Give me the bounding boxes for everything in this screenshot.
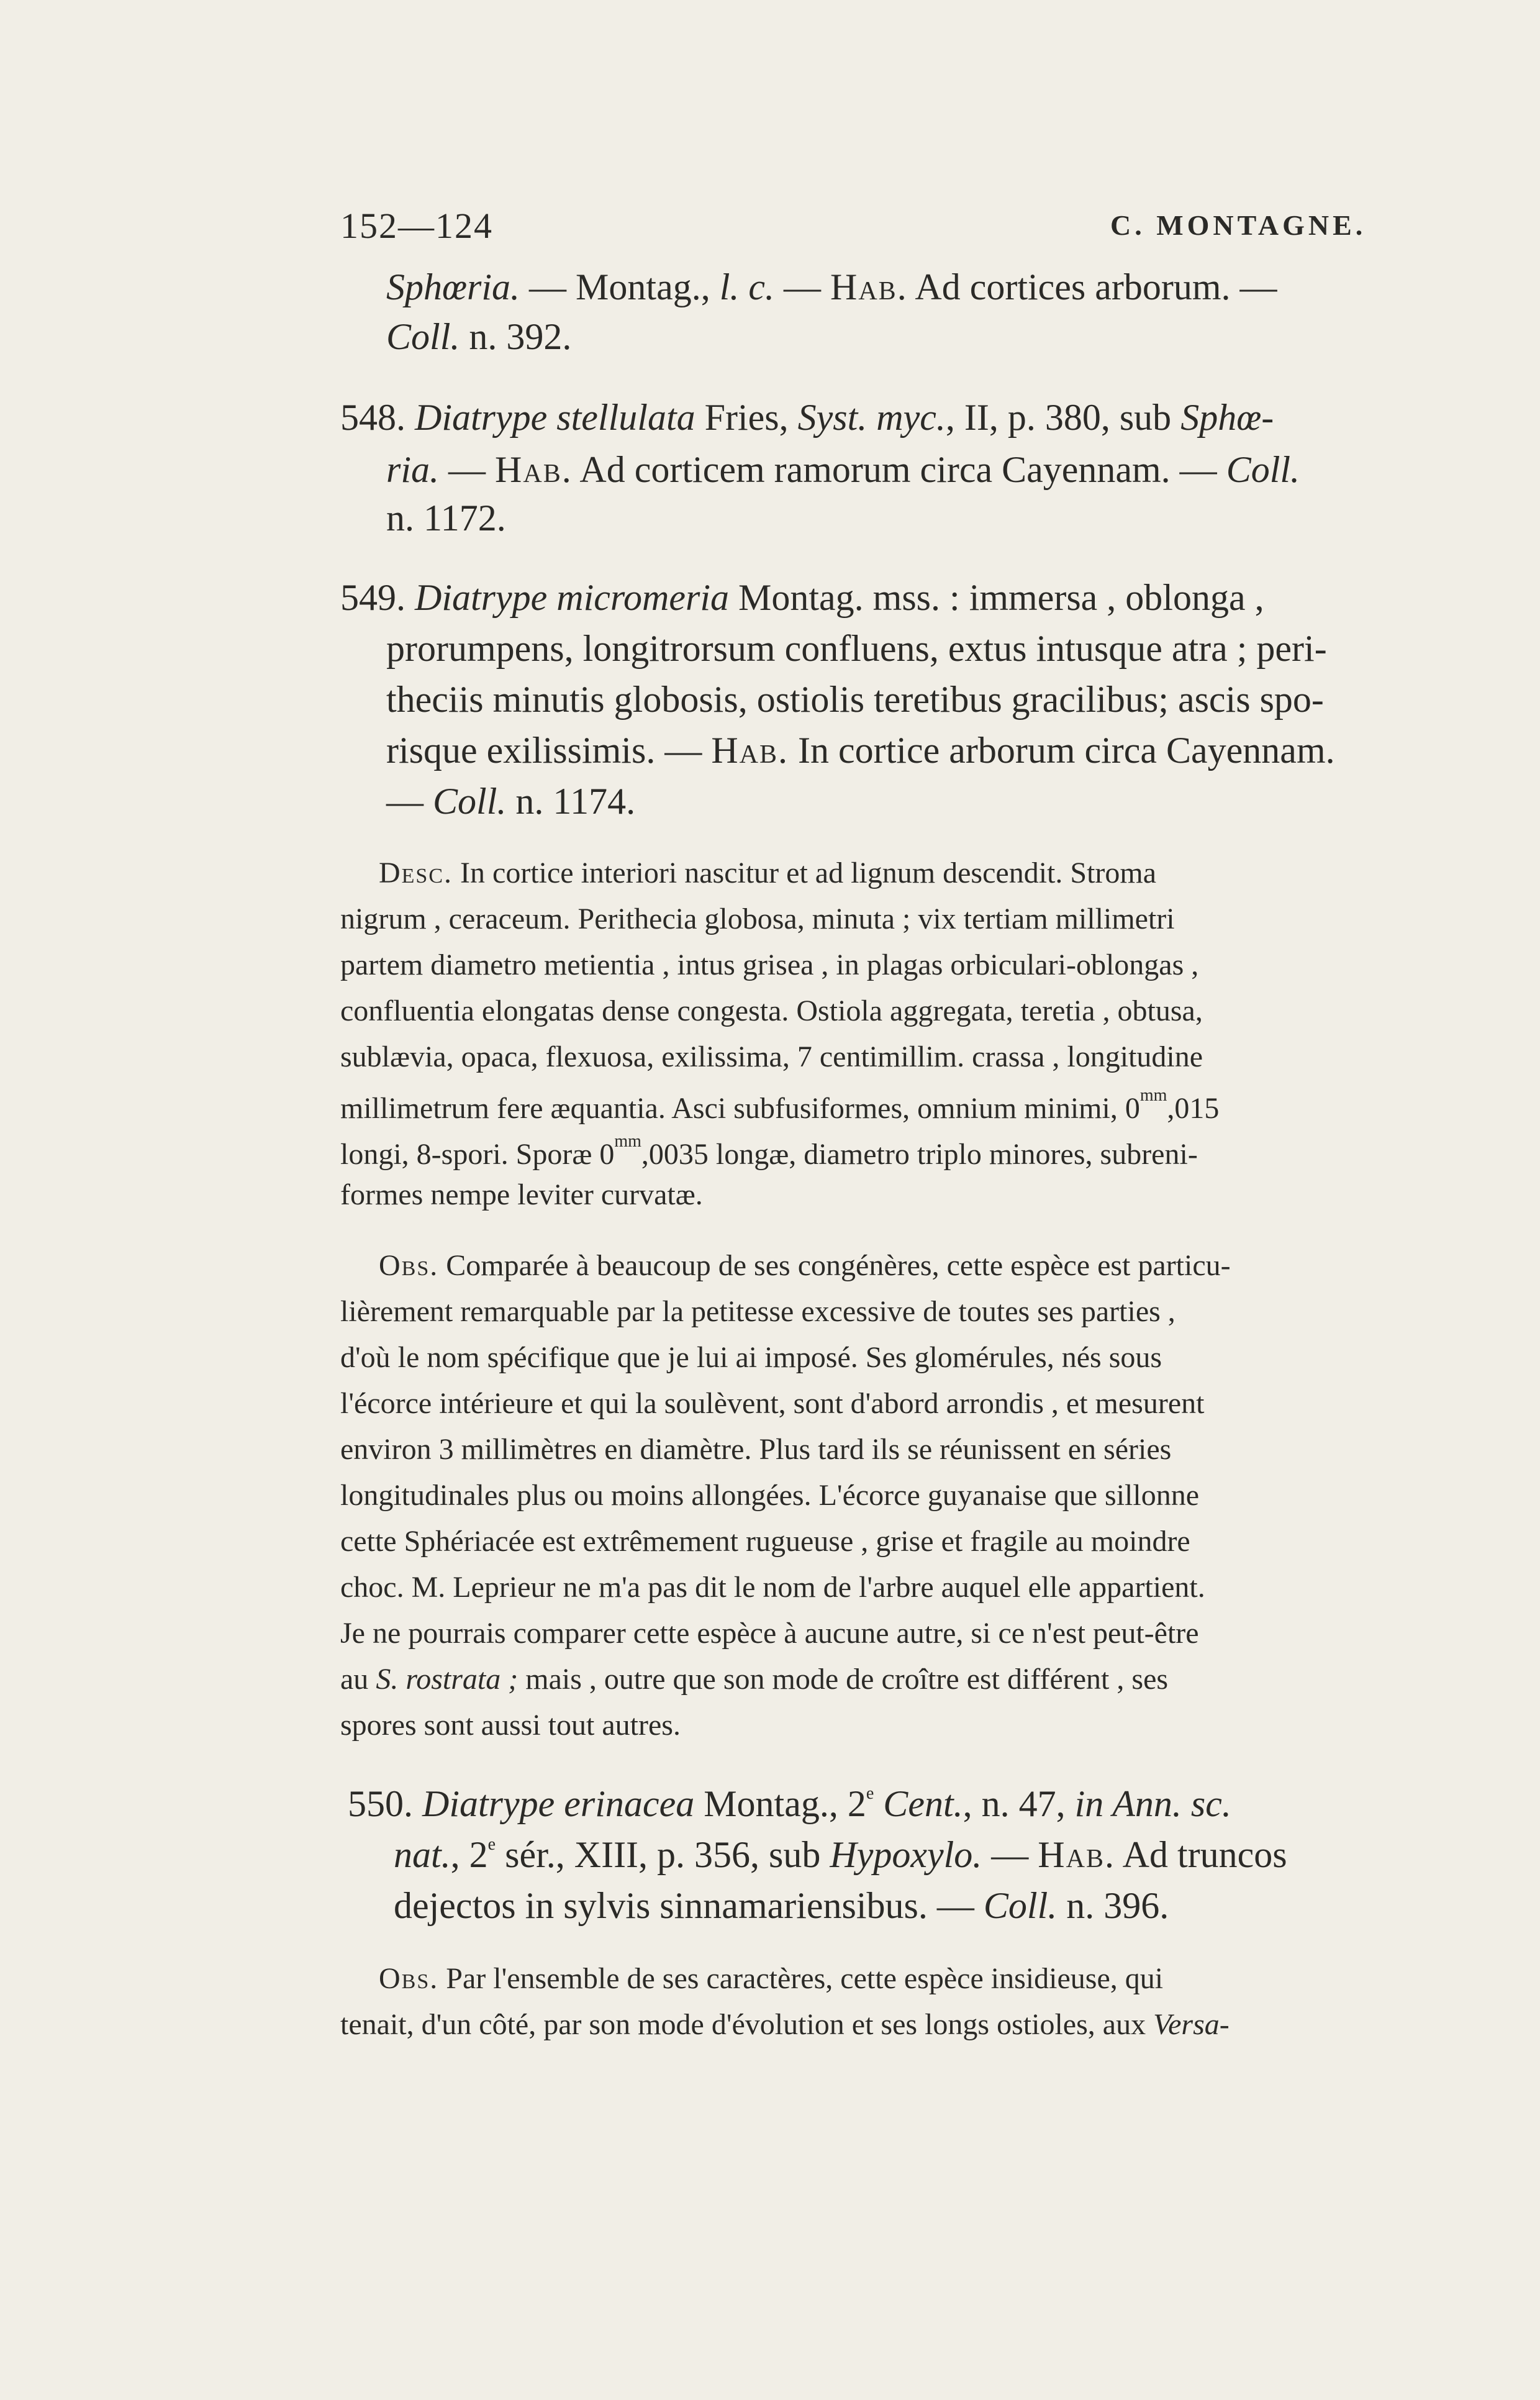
dash-text: — [386,781,433,822]
entry-prev-line-1 [386,266,1277,309]
obs-text: tenait, d'un côté, par son mode d'évolution et ses longs ostioles, aux [340,2008,1154,2041]
hab-label: Hab. [495,449,573,490]
desc-text: ,0035 longæ, diametro triplo minores, subreni- [641,1138,1198,1171]
obs1-line-2: lièrement remarquable par la petitesse excessive de toutes ses parties , [340,1295,1175,1328]
author-text: Fries, [695,397,798,438]
synonym-text: Hypoxylo. [830,1834,982,1875]
work-title: in Ann. sc. [1074,1783,1231,1824]
entry-550-line-2 [394,1834,1287,1876]
entry-549-line-3: theciis minutis globosis, ostiolis teretibus gracilibus; ascis spo- [386,679,1324,720]
entry-prev-line-2 [386,316,571,358]
hab-label: Hab. [711,730,789,771]
habitat-text: dejectos in sylvis sinnamariensibus. — [394,1885,984,1926]
work-title: Syst. myc. [797,397,946,438]
dash-text: — [439,449,496,490]
superscript: mm [614,1132,641,1151]
entry-549-line-1 [340,576,1264,619]
reference-text: l. c. [719,266,775,307]
reference-text: sér., XIII, p. 356, sub [496,1834,830,1875]
desc-text: millimetrum fere æquantia. Asci subfusiformes, omnium minimi, 0 [340,1092,1140,1125]
desc-text: ,015 [1167,1092,1220,1125]
entry-number: 549. [340,577,405,618]
obs1-line-3: d'où le nom spécifique que je lui ai imposé. Ses glomérules, nés sous [340,1341,1162,1374]
entry-549-line-2: prorumpens, longitrorsum confluens, extus intusque atra ; peri- [386,628,1327,669]
obs1-line-5: environ 3 millimètres en diamètre. Plus tard ils se réunissent en séries [340,1433,1172,1466]
entry-548-line-1 [340,396,1274,439]
coll-number: n. 396. [1057,1885,1169,1926]
entry-550-line-1 [348,1783,1231,1825]
coll-label: Coll. [433,781,507,822]
work-title: nat. [394,1834,451,1875]
coll-label: Coll. [386,316,460,357]
coll-label: Coll. [1226,449,1300,490]
running-title: C. MONTAGNE. [1110,209,1367,241]
superscript: e [866,1784,874,1803]
synonym-text: Sphœ- [1180,397,1274,438]
diagnosis-text: Montag. mss. : immersa , oblonga , [729,577,1264,618]
obs1-line-9: Je ne pourrais comparer cette espèce à aucune autre, si ce n'est peut-être [340,1617,1199,1650]
desc-text: In cortice interiori nascitur et ad lignum descendit. Stroma [453,857,1157,889]
obs2-line-2 [340,2007,1230,2042]
desc-line-8: formes nempe leviter curvatæ. [340,1178,703,1211]
hab-label: Hab. [1038,1834,1115,1875]
habitat-text: Ad truncos [1115,1834,1287,1875]
work-title: Cent. [874,1783,963,1824]
diagnosis-text: risque exilissimis. — [386,730,712,771]
species-name: Diatrype micromeria [405,577,730,618]
coll-label: Coll. [983,1885,1058,1926]
synonym-text: ria. [386,449,440,490]
desc-label: Desc. [379,857,453,889]
species-name: Diatrype stellulata [405,397,695,438]
species-name: S. rostrata ; [376,1663,519,1696]
entry-549-line-4 [386,729,1335,772]
reference-text: , 2 [450,1834,488,1875]
obs-label: Obs. [379,1962,439,1995]
coll-number: n. 1172. [386,498,506,539]
desc-line-5: sublævia, opaca, flexuosa, exilissima, 7 centimillim. crassa , longitudine [340,1040,1203,1073]
obs1-line-7: cette Sphériacée est extrêmement rugueuse , grise et fragile au moindre [340,1525,1190,1558]
obs-text: mais , outre que son mode de croître est différent , ses [518,1663,1169,1696]
species-name: Diatrype erinacea [413,1783,695,1824]
reference-text: , n. 47, [962,1783,1075,1824]
desc-line-4: confluentia elongatas dense congesta. Ostiola aggregata, teretia , obtusa, [340,994,1203,1027]
obs-label: Obs. [379,1249,439,1282]
desc-line-1 [379,856,1156,890]
author-text: Montag., 2 [694,1783,866,1824]
obs1-line-8: choc. M. Leprieur ne m'a pas dit le nom de l'arbre auquel elle appartient. [340,1571,1205,1604]
dash-text: — [774,266,831,307]
obs1-line-10 [340,1662,1168,1696]
superscript: mm [1139,1086,1167,1105]
obs-text: au [340,1663,376,1696]
obs2-line-1 [379,1961,1163,1996]
genus-name: Versa- [1153,2008,1230,2041]
entry-number: 550. [348,1783,413,1824]
habitat-text: Ad cortices arborum. — [907,266,1277,307]
page-number: 152—124 [340,206,493,246]
habitat-text: In cortice arborum circa Cayennam. [789,730,1335,771]
hab-label: Hab. [830,266,908,307]
genus-name: Sphœria. [386,266,520,307]
desc-line-3: partem diametro metientia , intus grisea , in plagas orbiculari-oblongas , [340,948,1199,981]
obs-text: Comparée à beaucoup de ses congénères, cette espèce est particu- [438,1249,1231,1282]
dash-text: — [982,1834,1038,1875]
coll-number: n. 392. [460,316,572,357]
obs1-line-11: spores sont aussi tout autres. [340,1709,681,1742]
habitat-text: Ad corticem ramorum circa Cayennam. — [572,449,1226,490]
desc-text: longi, 8-spori. Sporæ 0 [340,1138,615,1171]
desc-line-7 [340,1132,1198,1171]
entry-550-line-3 [394,1884,1169,1927]
desc-line-6 [340,1086,1219,1125]
desc-line-2: nigrum , ceraceum. Perithecia globosa, minuta ; vix tertiam millimetri [340,902,1175,935]
obs1-line-1 [379,1248,1231,1283]
superscript: e [487,1835,496,1854]
author-text: — Montag., [520,266,720,307]
entry-number: 548. [340,397,405,438]
page-header [340,205,1458,255]
obs1-line-4: l'écorce intérieure et qui la soulèvent, sont d'abord arrondis , et mesurent [340,1387,1205,1420]
reference-text: , II, p. 380, sub [945,397,1181,438]
entry-548-line-2 [386,448,1300,491]
obs1-line-6: longitudinales plus ou moins allongées. L'écorce guyanaise que sillonne [340,1479,1199,1512]
entry-549-line-5 [386,780,635,823]
entry-548-line-3 [386,497,506,540]
obs-text: Par l'ensemble de ses caractères, cette espèce insidieuse, qui [438,1962,1164,1995]
coll-number: n. 1174. [506,781,636,822]
